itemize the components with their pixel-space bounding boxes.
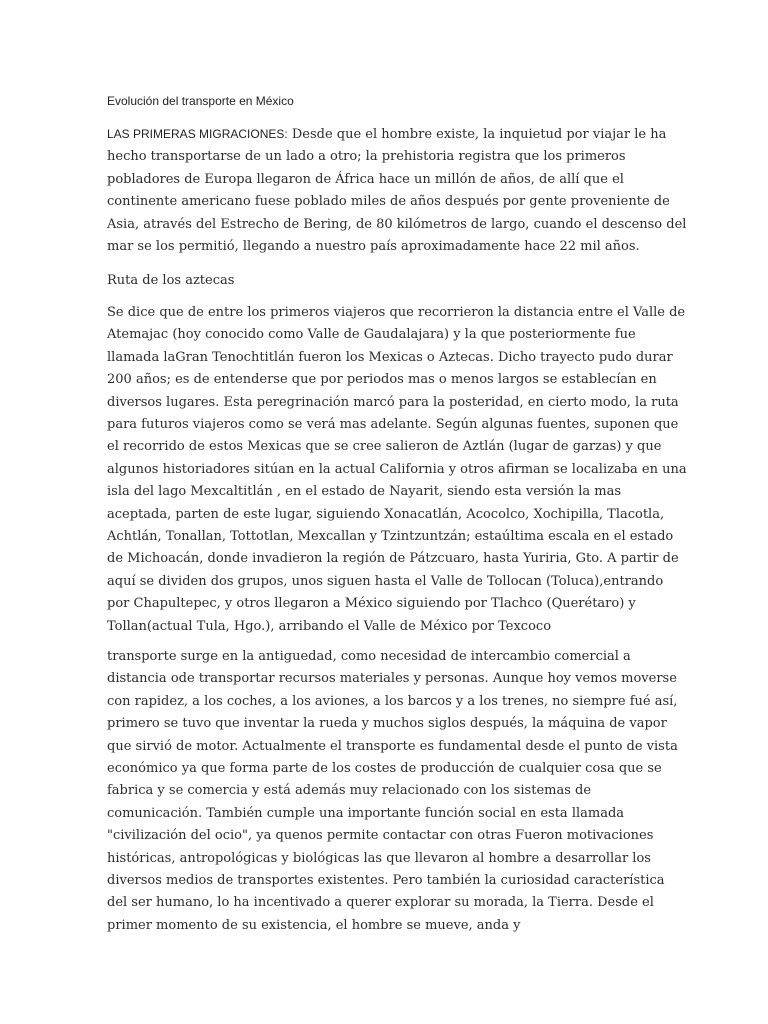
subheading-ruta-aztecas: Ruta de los aztecas xyxy=(107,273,235,288)
document-title: Evolución del transporte en México xyxy=(107,94,294,108)
paragraph-transporte: transporte surge en la antiguedad, como necesidad de intercambio comercial a distancia ode transportar recursos materiales y personas. Aunque hoy vemos moverse con rapidez, a los coches, a los aviones, a los barcos y a los trenes, no siempre fué así, primero se tuvo que inventar la rueda y muchos siglos después, la máquina de vapor que sirvió de motor. Actualmente el transporte es fundamental desde el punto de vista económico ya que forma parte de los costes de producción de cualquier cosa que se fabrica y se comercia y está además muy relacionado con los sistemas de comunicación. También cumple una importante función social en esta llamada "civilización del ocio", ya quenos permite contactar con otras Fueron motivaciones históricas, antropológicas y biológicas las que llevaron al hombre a desarrollar los diversos medios de transportes existentes. Pero también la curiosidad característica del ser humano, lo ha incentivado a querer explorar su morada, la Tierra. Desde el primer momento de su existencia, el hombre se mueve, anda y xyxy=(107,649,678,933)
paragraph-primeras-migraciones xyxy=(107,123,687,258)
section-heading-primeras-migraciones: LAS PRIMERAS MIGRACIONES: xyxy=(107,127,288,141)
paragraph-ruta-aztecas: Se dice que de entre los primeros viajeros que recorrieron la distancia entre el Valle de Atemajac (hoy conocido como Valle de Gaudalajara) y la que posteriormente fue llamada laGran Tenochtitlán fueron los Mexicas o Aztecas. Dicho trayecto pudo durar 200 años; es de entenderse que por periodos mas o menos largos se establecían en diversos lugares. Esta peregrinación marcó para la posteridad, en cierto modo, la ruta para futuros viajeros como se verá mas adelante. Según algunas fuentes, suponen que el recorrido de estos Mexicas que se cree salieron de Aztlán (lugar de garzas) y que algunos historiadores sitúan en la actual California y otros afirman se localizaba en una isla del lago Mexcaltitlán , en el estado de Nayarit, siendo esta versión la mas aceptada, parten de este lugar, siguiendo Xonacatlán, Acocolco, Xochipilla, Tlacotla, Achtlán, Tonallan, Tottotlan, Mexcallan y Tzintzuntzán; estaúltima escala en el estado de Michoacán, donde invadieron la región de Pátzcuaro, hasta Yuriria, Gto. A partir de aquí se dividen dos grupos, unos siguen hasta el Valle de Tollocan (Toluca),entrando por Chapultepec, y otros llegaron a México siguiendo por Tlachco (Querétaro) y Tollan(actual Tula, Hgo.), arribando el Valle de México por Texcoco xyxy=(107,305,687,634)
paragraph-body: Desde que el hombre existe, la inquietud por viajar le ha hecho transportarse de un lado a otro; la prehistoria registra que los primeros pobladores de Europa llegaron de África hace un millón de años, de allí que el continente americano fuese poblado miles de años después por gente proveniente de Asia, através del Estrecho de Bering, de 80 kilómetros de largo, cuando el descenso del mar se los permitió, llegando a nuestro país aproximadamente hace 22 mil años. xyxy=(107,127,687,255)
